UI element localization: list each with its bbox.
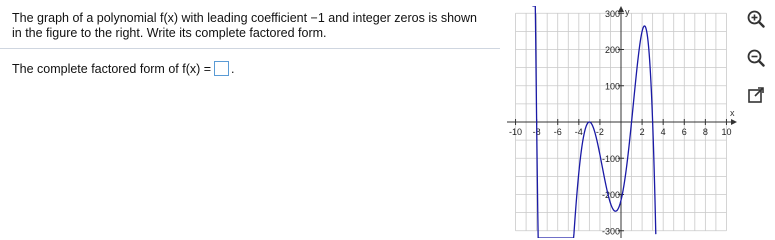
y-axis-label: y <box>625 7 630 17</box>
x-tick-label: 4 <box>660 127 666 137</box>
y-tick-label: 200 <box>604 45 620 55</box>
open-external-icon <box>747 86 765 104</box>
x-tick-label: 10 <box>721 127 732 137</box>
answer-row <box>12 61 235 76</box>
x-tick-label: -10 <box>509 127 523 137</box>
y-tick-label: -200 <box>601 190 620 200</box>
x-tick-label: 8 <box>702 127 708 137</box>
answer-input-box[interactable] <box>214 61 229 76</box>
x-tick-label: 2 <box>639 127 645 137</box>
x-tick-label: -8 <box>532 127 541 137</box>
y-tick-label: -100 <box>601 153 620 164</box>
divider <box>0 48 500 49</box>
x-tick-label: -6 <box>553 127 562 137</box>
x-axis-label: x <box>730 108 735 118</box>
open-external-button[interactable] <box>744 83 768 107</box>
x-tick-label: 6 <box>681 127 687 137</box>
x-axis-arrow <box>731 119 737 125</box>
y-tick-label: 300 <box>604 8 620 19</box>
x-tick-label: -2 <box>595 127 604 137</box>
question-text: The graph of a polynomial f(x) with leading coefficient −1 and integer zeros is shown in the figure to the right. Write its complete factored form. <box>12 11 477 40</box>
y-tick-label: 100 <box>604 81 620 92</box>
answer-label: The complete factored form of f(x) = <box>12 61 212 76</box>
polynomial-graph <box>505 6 737 238</box>
y-tick-label: -300 <box>601 226 620 237</box>
zoom-out-icon <box>747 49 765 67</box>
zoom-in-button[interactable] <box>744 7 768 31</box>
x-tick-label: -4 <box>574 127 583 137</box>
zoom-in-icon <box>747 10 765 28</box>
answer-period: . <box>231 61 235 76</box>
zoom-out-button[interactable] <box>744 46 768 70</box>
